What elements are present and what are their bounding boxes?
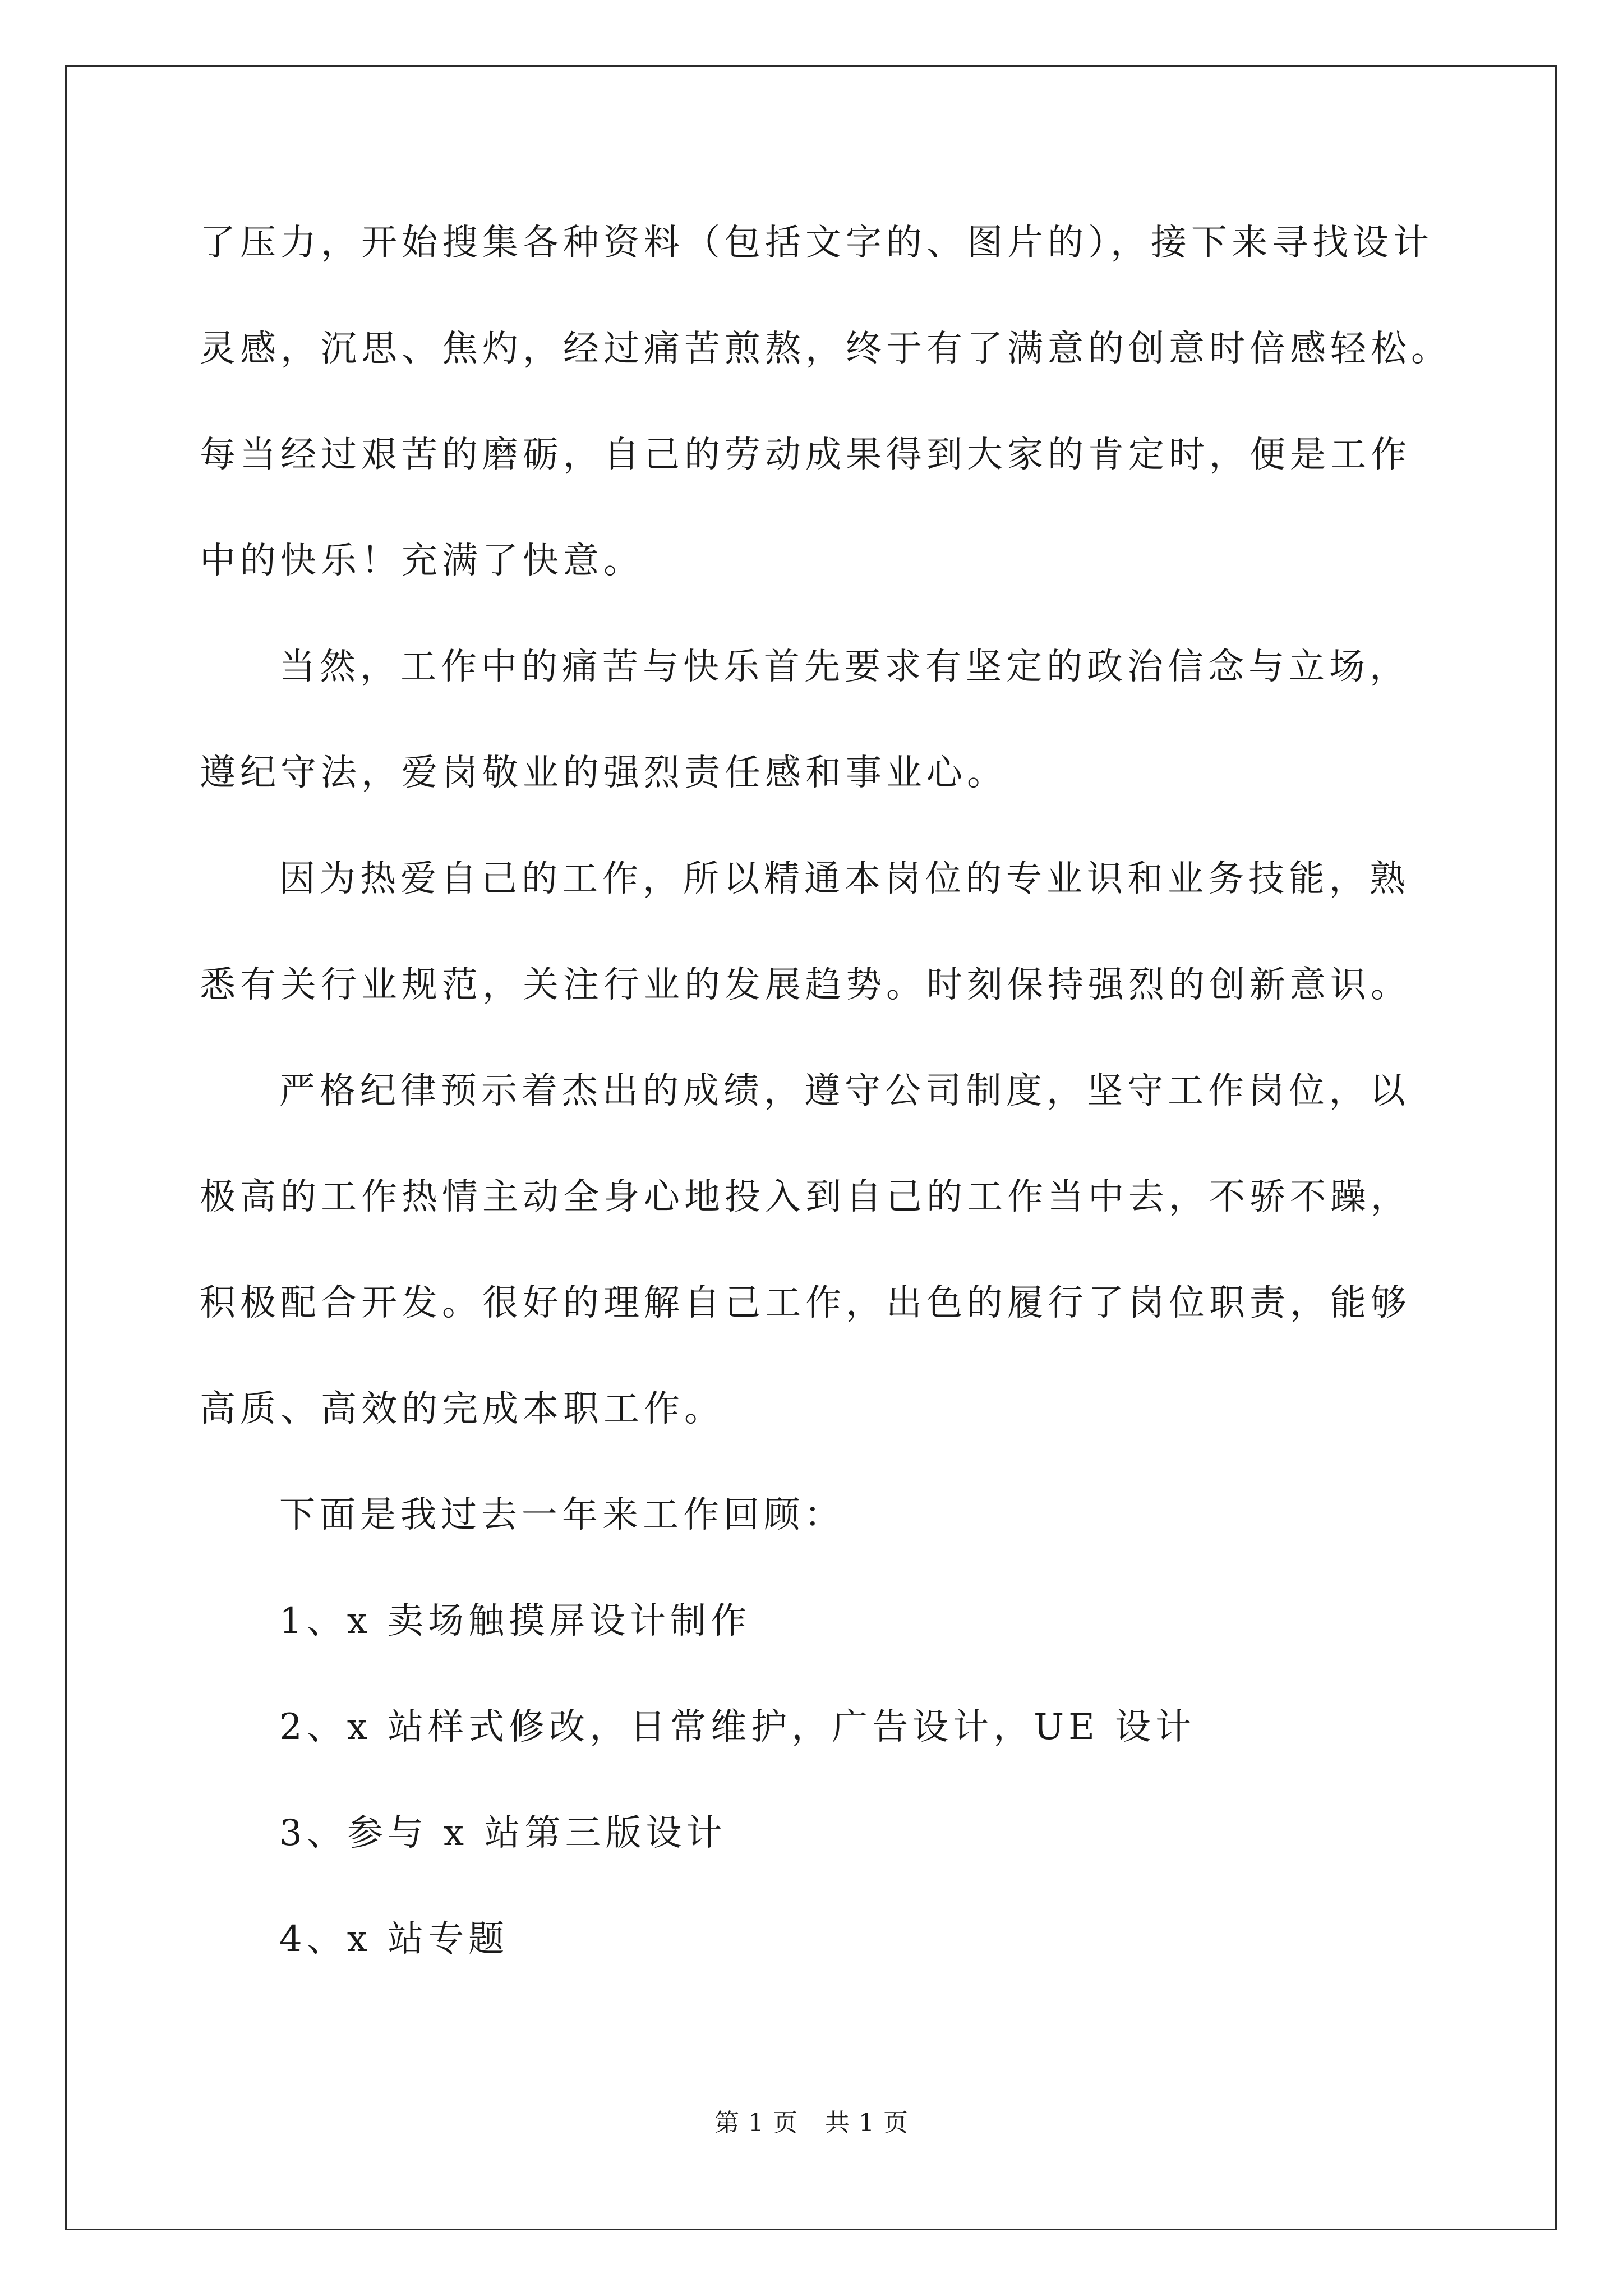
paragraph-line: 遵纪守法，爱岗敬业的强烈责任感和事业心。 <box>200 752 1007 794</box>
paragraph-line: 严格纪律预示着杰出的成绩，遵守公司制度，坚守工作岗位，以 <box>279 1070 1410 1112</box>
list-item: 3、参与 x 站第三版设计 <box>279 1812 727 1854</box>
paragraph-line: 积极配合开发。很好的理解自己工作，出色的履行了岗位职责，能够 <box>200 1282 1411 1324</box>
page-number: 第 1 页 <box>714 2109 798 2137</box>
page-footer <box>0 2106 1623 2140</box>
paragraph-line: 了压力，开始搜集各种资料（包括文字的、图片的），接下来寻找设计 <box>200 222 1433 264</box>
page-border <box>65 65 1557 2230</box>
paragraph-line: 下面是我过去一年来工作回顾： <box>279 1494 845 1536</box>
paragraph-line: 当然，工作中的痛苦与快乐首先要求有坚定的政治信念与立场， <box>279 646 1410 688</box>
paragraph-line: 因为热爱自己的工作，所以精通本岗位的专业识和业务技能，熟 <box>279 858 1410 900</box>
paragraph-line: 高质、高效的完成本职工作。 <box>200 1388 725 1430</box>
page-total: 共 1 页 <box>825 2109 909 2137</box>
paragraph-line: 极高的工作热情主动全身心地投入到自己的工作当中去，不骄不躁， <box>200 1176 1411 1218</box>
paragraph-line: 悉有关行业规范，关注行业的发展趋势。时刻保持强烈的创新意识。 <box>200 964 1411 1006</box>
paragraph-line: 每当经过艰苦的磨砺，自己的劳动成果得到大家的肯定时，便是工作 <box>200 434 1411 476</box>
list-item: 4、x 站专题 <box>279 1918 509 1960</box>
paragraph-line: 灵感，沉思、焦灼，经过痛苦煎熬，终于有了满意的创意时倍感轻松。 <box>200 328 1451 370</box>
list-item: 1、x 卖场触摸屏设计制作 <box>279 1600 751 1642</box>
list-item: 2、x 站样式修改，日常维护，广告设计，UE 设计 <box>279 1706 1196 1748</box>
paragraph-line: 中的快乐！充满了快意。 <box>200 540 644 582</box>
